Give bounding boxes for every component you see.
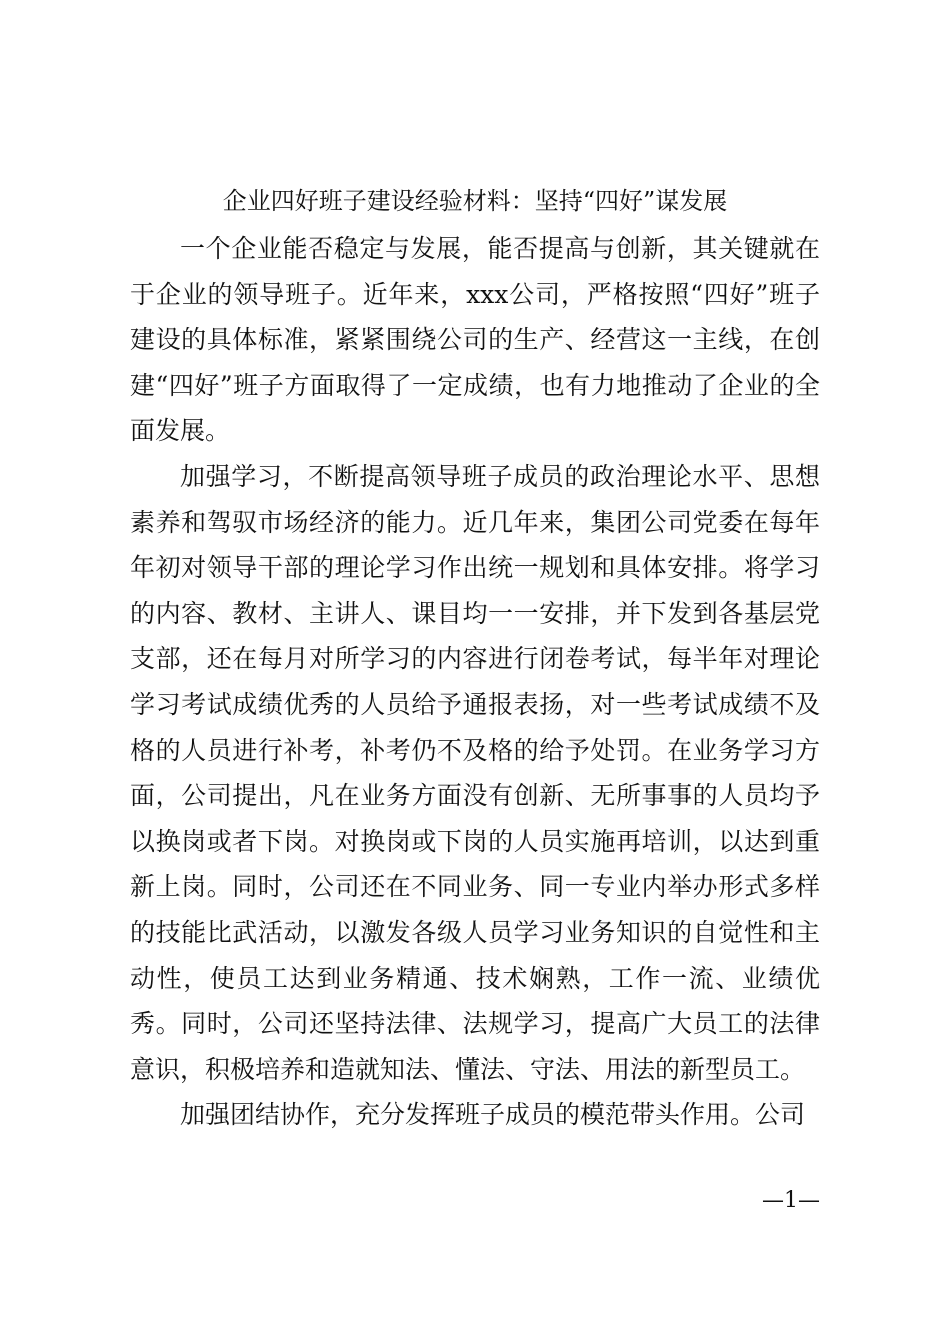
page-number: —1—	[762, 1188, 820, 1213]
paragraph-study: 加强学习，不断提高领导班子成员的政治理论水平、思想素养和驾驭市场经济的能力。近几年来，集团公司党委在每年年初对领导干部的理论学习作出统一规划和具体安排。将学习的内容、教材、主讲人、课目均一一安排，并下发到各基层党支部，还在每月对所学习的内容进行闭卷考试，每半年对理论学习考试成绩优秀的人员给予通报表扬，对一些考试成绩不及格的人员进行补考，补考仍不及格的给予处罚。在业务学习方面，公司提出，凡在业务方面没有创新、无所事事的人员均予以换岗或者下岗。对换岗或下岗的人员实施再培训，以达到重新上岗。同时，公司还在不同业务、同一专业内举办形式多样的技能比武活动，以激发各级人员学习业务知识的自觉性和主动性，使员工达到业务精通、技术娴熟，工作一流、业绩优秀。同时，公司还坚持法律、法规学习，提高广大员工的法律意识，积极培养和造就知法、懂法、守法、用法的新型员工。	[130, 461, 820, 1084]
document-title: 企业四好班子建设经验材料：坚持“四好”谋发展	[222, 187, 728, 215]
paragraph-unity: 加强团结协作，充分发挥班子成员的模范带头作用。公司	[180, 1100, 806, 1130]
paragraph-intro: 一个企业能否稳定与发展，能否提高与创新，其关键就在于企业的领导班子。近年来，xxx公司，严格按照“四好”班子建设的具体标准，紧紧围绕公司的生产、经营这一主线，在创建“四好”班子方面取得了一定成绩，也有力地推动了企业的全面发展。	[130, 234, 820, 446]
document-body	[130, 226, 820, 1138]
